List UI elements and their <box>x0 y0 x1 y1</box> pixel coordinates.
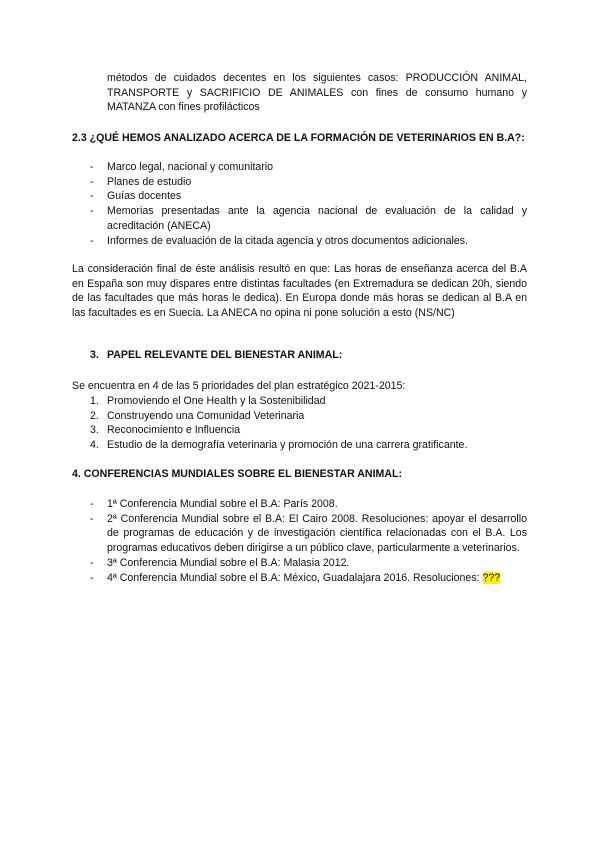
section-3-lead: Se encuentra en 4 de las 5 prioridades del plan estratégico 2021-2015: <box>72 380 406 392</box>
section-title: PAPEL RELEVANTE DEL BIENESTAR ANIMAL: <box>107 349 343 361</box>
conferences-list <box>72 497 527 585</box>
list-item: - 2ª Conferencia Mundial sobre el B.A: El Cairo 2008. Resoluciones: apoyar el desarrollo de programas de educación y de investigación científica relacionadas con el B.A. Los programas educativos deben dirigirse a un público clave, particularmente a veterinarios. <box>90 512 527 555</box>
analysis-list <box>72 160 527 248</box>
intro-paragraph: métodos de cuidados decentes en los siguientes casos: PRODUCCIÓN ANIMAL, TRANSPORTE y SACRIFICIO DE ANIMALES con fines de consumo humano y MATANZA con fines profilácticos <box>107 72 527 114</box>
list-item: - Guías docentes <box>90 190 182 203</box>
list-item: 3. Reconocimiento e Influencia <box>90 424 241 437</box>
priorities-list <box>72 394 527 453</box>
list-item: 2. Construyendo una Comunidad Veterinaria <box>90 409 305 422</box>
list-item: - Memorias presentadas ante la agencia nacional de evaluación de la calidad y acreditación (ANECA) <box>90 205 527 232</box>
section-2-3-heading: 2.3 ¿QUÉ HEMOS ANALIZADO ACERCA DE LA FORMACIÓN DE VETERINARIOS EN B.A?: <box>72 132 525 144</box>
section-3-heading <box>90 348 545 363</box>
list-item: 1. Promoviendo el One Health y la Sostenibilidad <box>90 395 326 407</box>
section-number: 3. <box>90 349 99 361</box>
list-item: - Informes de evaluación de la citada agencia y otros documentos adicionales. <box>90 234 468 247</box>
list-item: - 1ª Conferencia Mundial sobre el B.A: París 2008. <box>90 498 338 510</box>
section-4-heading: 4. CONFERENCIAS MUNDIALES SOBRE EL BIENESTAR ANIMAL: <box>72 468 402 480</box>
list-item: - 4ª Conferencia Mundial sobre el B.A: México, Guadalajara 2016. Resoluciones: ??? <box>90 571 501 584</box>
highlighted-question-marks: ??? <box>482 571 501 584</box>
list-item: - 3ª Conferencia Mundial sobre el B.A: Malasia 2012. <box>90 556 350 569</box>
list-item: 4. Estudio de la demografía veterinaria y promoción de una carrera gratificante. <box>90 439 468 452</box>
analysis-conclusion: La consideración final de éste análisis resultó en que: Las horas de enseñanza acerca del B.A en España son muy dispares entre distintas facultades (en Extremadura se dedican 20h, siendo de las facultades que más horas le dedica). En Europa donde más horas se dedican al B.A en las facultades es en Suecia. La ANECA no opina ni pone solución a esto (NS/NC) <box>72 263 527 320</box>
list-item: - Marco legal, nacional y comunitario <box>90 161 274 173</box>
list-item: - Planes de estudio <box>90 175 192 188</box>
